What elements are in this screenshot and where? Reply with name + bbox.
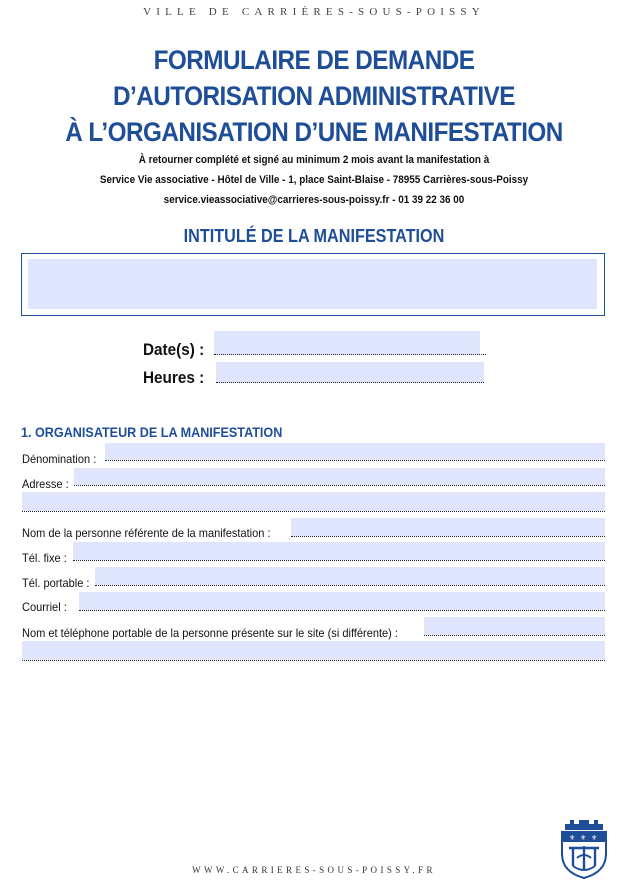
denomination-label: Dénomination : <box>22 452 97 466</box>
hours-label: Heures : <box>143 368 205 387</box>
form-title-line-1: FORMULAIRE DE DEMANDE <box>153 45 475 75</box>
onsite-contact-field[interactable] <box>424 617 605 635</box>
svg-text:⚜: ⚜ <box>591 834 598 842</box>
address-dotted-line <box>74 485 605 486</box>
return-instructions: À retourner complété et signé au minimum 2 mois avant la manifestation à <box>138 154 490 166</box>
form-title-line-2: D’AUTORISATION ADMINISTRATIVE <box>113 81 515 111</box>
referent-label: Nom de la personne référente de la manifestation : <box>22 526 271 540</box>
service-address: Service Vie associative - Hôtel de Ville - 1, place Saint-Blaise - 78955 Carrières-sous-Poissy <box>99 174 529 186</box>
onsite-contact-line-2-dotted-line <box>22 660 605 661</box>
denomination-field[interactable] <box>105 443 605 460</box>
dates-label: Date(s) : <box>143 340 205 359</box>
address-field[interactable] <box>74 468 605 485</box>
address-label: Adresse : <box>22 477 69 491</box>
event-title-heading: INTITULÉ DE LA MANIFESTATION <box>183 226 445 246</box>
dates-dotted-line <box>214 354 486 355</box>
event-title-field[interactable] <box>28 259 597 309</box>
onsite-contact-dotted-line <box>424 635 605 636</box>
onsite-contact-label: Nom et téléphone portable de la personne présente sur le site (si différente) : <box>22 626 398 640</box>
form-title-line-3: À L’ORGANISATION D’UNE MANIFESTATION <box>65 117 563 147</box>
phone-mobile-field[interactable] <box>95 567 605 585</box>
hours-field[interactable] <box>216 362 484 383</box>
email-label: Courriel : <box>22 600 67 614</box>
email-field[interactable] <box>79 592 605 610</box>
dates-field[interactable] <box>214 331 480 355</box>
referent-dotted-line <box>291 536 605 537</box>
hours-dotted-line <box>216 382 484 383</box>
address-line-2-dotted-line <box>22 511 605 512</box>
phone-fixed-label: Tél. fixe : <box>22 551 67 565</box>
onsite-contact-line-2-field[interactable] <box>22 641 605 660</box>
referent-field[interactable] <box>291 518 605 536</box>
svg-text:⚜: ⚜ <box>569 834 576 842</box>
phone-mobile-dotted-line <box>95 585 605 586</box>
phone-fixed-dotted-line <box>73 560 605 561</box>
phone-fixed-field[interactable] <box>73 542 605 560</box>
phone-mobile-label: Tél. portable : <box>22 576 90 590</box>
city-name: VILLE DE CARRIÈRES-SOUS-POISSY <box>143 6 485 18</box>
address-line-2-field[interactable] <box>22 492 605 511</box>
website-footer[interactable]: WWW.CARRIERES-SOUS-POISSY.FR <box>192 865 436 875</box>
organizer-heading: 1. ORGANISATEUR DE LA MANIFESTATION <box>21 424 283 440</box>
event-title-box <box>21 253 605 316</box>
email-dotted-line <box>79 610 605 611</box>
service-contact: service.vieassociative@carrieres-sous-poissy.fr - 01 39 22 36 00 <box>163 194 465 206</box>
denomination-dotted-line <box>105 460 605 461</box>
svg-text:⚜: ⚜ <box>580 834 587 842</box>
